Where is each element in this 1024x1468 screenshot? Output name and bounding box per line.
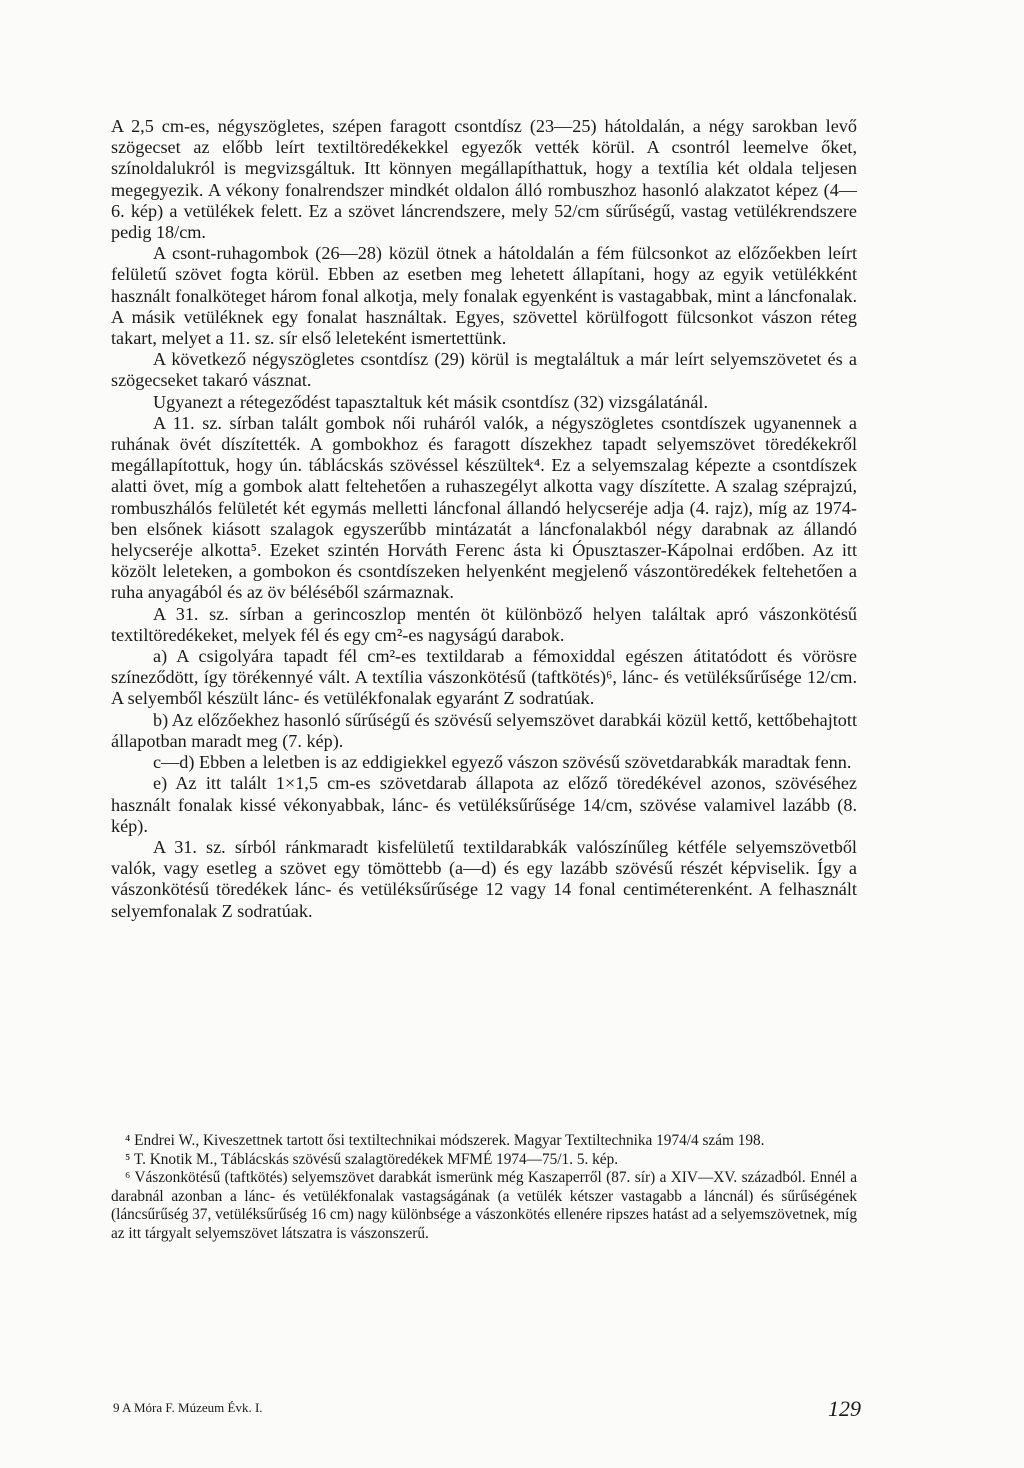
paragraph-11: A 31. sz. sírból ránkmaradt kisfelületű textildarabkák valószínűleg kétféle selyemszövetből valók, vagy esetleg a szövet egy tömöttebb (a—d) és egy lazább szövésű részét képviselik. Így a vászonkötésű töredékek lánc- és vetüléksűrűsége 12 vagy 14 fonal centiméterenként. A felhasznált selyemfonalak Z sodratúak. <box>111 836 857 921</box>
main-text <box>111 116 857 922</box>
paragraph-5: A 11. sz. sírban talált gombok női ruháról valók, a négyszögletes csontdíszek ugyanennek a ruhának övét díszítették. A gombokhoz és faragott díszekhez tapadt selyemszövet töredékekről megállapítottuk, hogy ún. táblácskás szövéssel készültek⁴. Ez a selyemszalag képezte a csontdíszek alatti övet, míg a gombok alatt feltehetően a ruhaszegélyt alkotta vagy díszítette. A szalag széprajzú, rombuszhálós felületét két egymás melletti láncfonal állandó helycseréje adja (4. rajz), míg az 1974-ben elsőnek kiásott szalagok egyszerűbb mintázatát a láncfonalakból négy darabnak az állandó helycseréje alkotta⁵. Ezeket szintén Horváth Ferenc ásta ki Ópusztaszer-Kápolnai erdőben. Az itt közölt leleteken, a gombokon és csontdíszeken helyenként megjelenő vászontöredékek feltehetően a ruha anyagából és az öv béléséből származnak. <box>111 412 857 603</box>
paragraph-10: e) Az itt talált 1×1,5 cm-es szövetdarab állapota az előző töredékével azonos, szövéséhez használt fonalak kissé vékonyabbak, lánc- és vetüléksűrűsége 14/cm, szövése valamivel lazább (8. kép). <box>111 773 857 836</box>
page-body <box>111 116 857 922</box>
footnote-6: ⁶ Vászonkötésű (taftkötés) selyemszövet darabkát ismerünk még Kaszaperről (87. sír) a XIV—XV. századból. Ennél a darabnál azonban a lánc- és vetülékfonalak vastagságának (a vetülék kétszer vastagabb a láncnál) és sűrűségének (láncsűrűség 37, vetüléksűrűség 16 cm) nagy különbsége a vászonkötés ellenére ripszes hatást ad a selyemszövetnek, míg az itt tárgyalt selyemszövet látszatra is vászonszerű. <box>111 1169 857 1242</box>
paragraph-7: a) A csigolyára tapadt fél cm²-es textildarab a fémoxiddal egészen átitatódott és vörösre színeződött, így törékennyé vált. A textília vászonkötésű (taftkötés)⁶, lánc- és vetüléksűrűsége 12/cm. A selyemből készült lánc- és vetülékfonalak egyaránt Z sodratúak. <box>111 646 857 709</box>
page-number: 129 <box>828 1396 861 1421</box>
paragraph-3: A következő négyszögletes csontdísz (29) körül is megtaláltuk a már leírt selyemszövetet és a szögecseket takaró vásznat. <box>111 349 857 391</box>
footnote-5: ⁵ T. Knotik M., Táblácskás szövésű szalagtöredékek MFMÉ 1974—75/1. 5. kép. <box>125 1150 619 1168</box>
footnote-4: ⁴ Endrei W., Kiveszettnek tartott ősi textiltechnikai módszerek. Magyar Textiltechnika 1974/4 szám 198. <box>125 1132 765 1149</box>
signature-mark: 9 A Móra F. Múzeum Évk. I. <box>113 1400 263 1415</box>
footnotes <box>111 1132 857 1243</box>
paragraph-2: A csont-ruhagombok (26—28) közül ötnek a hátoldalán a fém fülcsonkot az előzőekben leírt felületű szövet fogta körül. Ebben az esetben meg lehetett állapítani, hogy az egyik vetülékként használt fonalköteget három fonal alkotja, mely fonalak egyenként is vastagabbak, mint a láncfonalak. A másik vetüléknek egy fonalat használtak. Egyes, szövettel körülfogott fülcsonkot vászon réteg takart, melyet a 11. sz. sír első leleteként ismertettünk. <box>111 243 857 349</box>
paragraph-4: Ugyanezt a rétegeződést tapasztaltuk két másik csontdísz (32) vizsgálatánál. <box>153 391 709 412</box>
paragraph-1: A 2,5 cm-es, négyszögletes, szépen faragott csontdísz (23—25) hátoldalán, a négy sarokban levő szögecset az előbb leírt textiltöredékekkel egyezők vették körül. A csontról leemelve őket, színoldalukról is megvizsgáltuk. Itt könnyen megállapíthattuk, hogy a textília két oldala teljesen megegyezik. A vékony fonalrendszer mindkét oldalon álló rombuszhoz hasonló alakzatot képez (4—6. kép) a vetülékek felett. Ez a szövet láncrendszere, mely 52/cm sűrűségű, vastag vetülékrendszere pedig 18/cm. <box>111 116 857 243</box>
paragraph-9: c—d) Ebben a leletben is az eddigiekkel egyező vászon szövésű szövetdarabkák maradtak fenn. <box>153 752 852 773</box>
paragraph-8: b) Az előzőekhez hasonló sűrűségű és szövésű selyemszövet darabkái közül kettő, kettőbehajtott állapotban maradt meg (7. kép). <box>111 709 857 751</box>
paragraph-6: A 31. sz. sírban a gerincoszlop mentén öt különböző helyen találtak apró vászonkötésű textiltöredékeket, melyek fél és egy cm²-es nagyságú darabok. <box>111 603 857 645</box>
